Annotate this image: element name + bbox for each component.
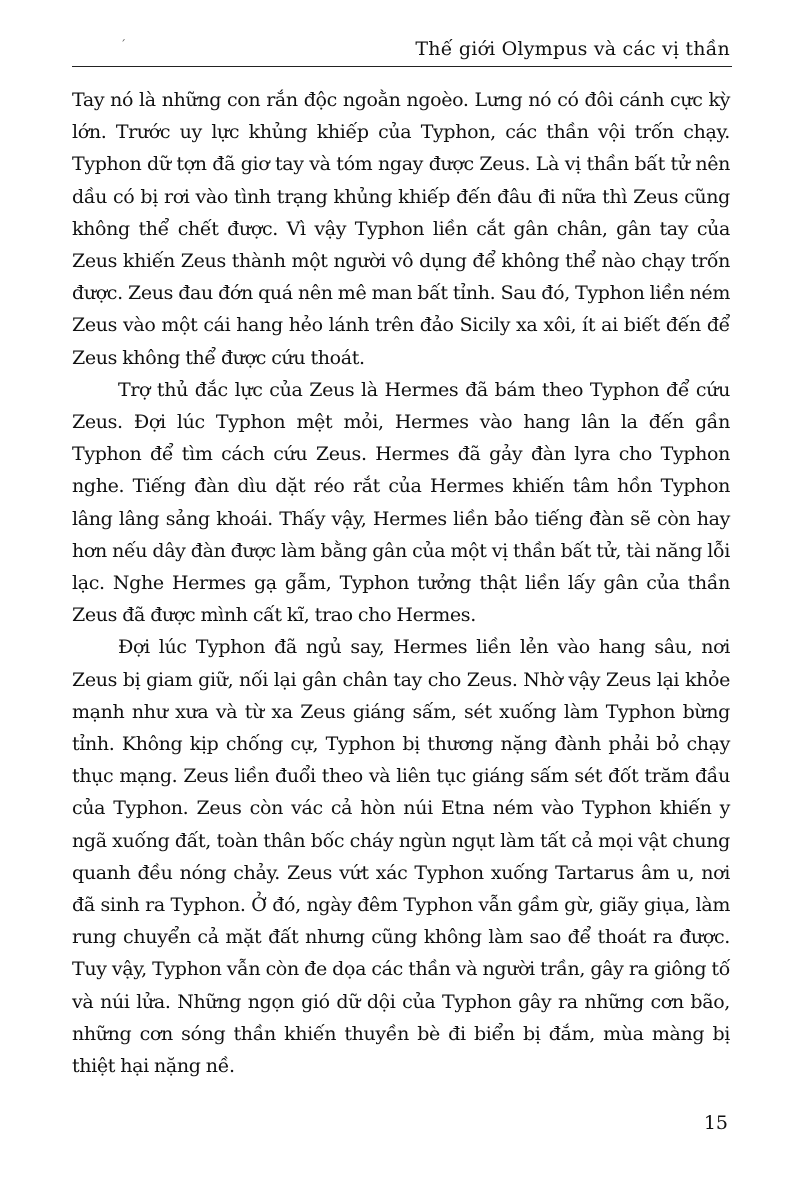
ink-speck: ´: [120, 38, 126, 52]
running-header: [72, 34, 732, 67]
body-text: [72, 84, 730, 1082]
book-title: Thế giới Olympus và các vị thần: [415, 38, 730, 60]
page-number: 15: [703, 1112, 728, 1134]
paragraph-2: Trợ thủ đắc lực của Zeus là Hermes đã bám theo Typhon để cứu Zeus. Đợi lúc Typhon mệt mỏi, Hermes vào hang lân la đến gần Typhon để tìm cách cứu Zeus. Hermes đã gảy đàn lyra cho Typhon nghe. Tiếng đàn dìu dặt réo rắt của Hermes khiến tâm hồn Typhon lâng lâng sảng khoái. Thấy vậy, Hermes liền bảo tiếng đàn sẽ còn hay hơn nếu dây đàn được làm bằng gân của một vị thần bất tử, tài năng lỗi lạc. Nghe Hermes gạ gẫm, Typhon tưởng thật liền lấy gân của thần Zeus đã được mình cất kĩ, trao cho Hermes.: [72, 378, 730, 627]
paragraph-3: Đợi lúc Typhon đã ngủ say, Hermes liền lẻn vào hang sâu, nơi Zeus bị giam giữ, nối lại gân chân tay cho Zeus. Nhờ vậy Zeus lại khỏe mạnh như xưa và từ xa Zeus giáng sấm, sét xuống làm Typhon bừng tỉnh. Không kịp chống cự, Typhon bị thương nặng đành phải bỏ chạy thục mạng. Zeus liền đuổi theo và liên tục giáng sấm sét đốt trăm đầu của Typhon. Zeus còn vác cả hòn núi Etna ném vào Typhon khiến y ngã xuống đất, toàn thân bốc cháy ngùn ngụt làm tất cả mọi vật chung quanh đều nóng chảy. Zeus vứt xác Typhon xuống Tartarus âm u, nơi đã sinh ra Typhon. Ở đó, ngày đêm Typhon vẫn gầm gừ, giãy giụa, làm rung chuyển cả mặt đất nhưng cũng không làm sao để thoát ra được. Tuy vậy, Typhon vẫn còn đe dọa các thần và người trần, gây ra giông tố và núi lửa. Những ngọn gió dữ dội của Typhon gây ra những cơn bão, những cơn sóng thần khiến thuyền bè đi biển bị đắm, mùa màng bị thiệt hại nặng nề.: [72, 636, 730, 1078]
paragraph-1: Tay nó là những con rắn độc ngoằn ngoèo. Lưng nó có đôi cánh cực kỳ lớn. Trước uy lực khủng khiếp của Typhon, các thần vội trốn chạy. Typhon dữ tợn đã giơ tay và tóm ngay được Zeus. Là vị thần bất tử nên dầu có bị rơi vào tình trạng khủng khiếp đến đâu đi nữa thì Zeus cũng không thể chết được. Vì vậy Typhon liền cắt gân chân, gân tay của Zeus khiến Zeus thành một người vô dụng để không thể nào chạy trốn được. Zeus đau đớn quá nên mê man bất tỉnh. Sau đó, Typhon liền ném Zeus vào một cái hang hẻo lánh trên đảo Sicily xa xôi, ít ai biết đến để Zeus không thể được cứu thoát.: [72, 89, 730, 369]
